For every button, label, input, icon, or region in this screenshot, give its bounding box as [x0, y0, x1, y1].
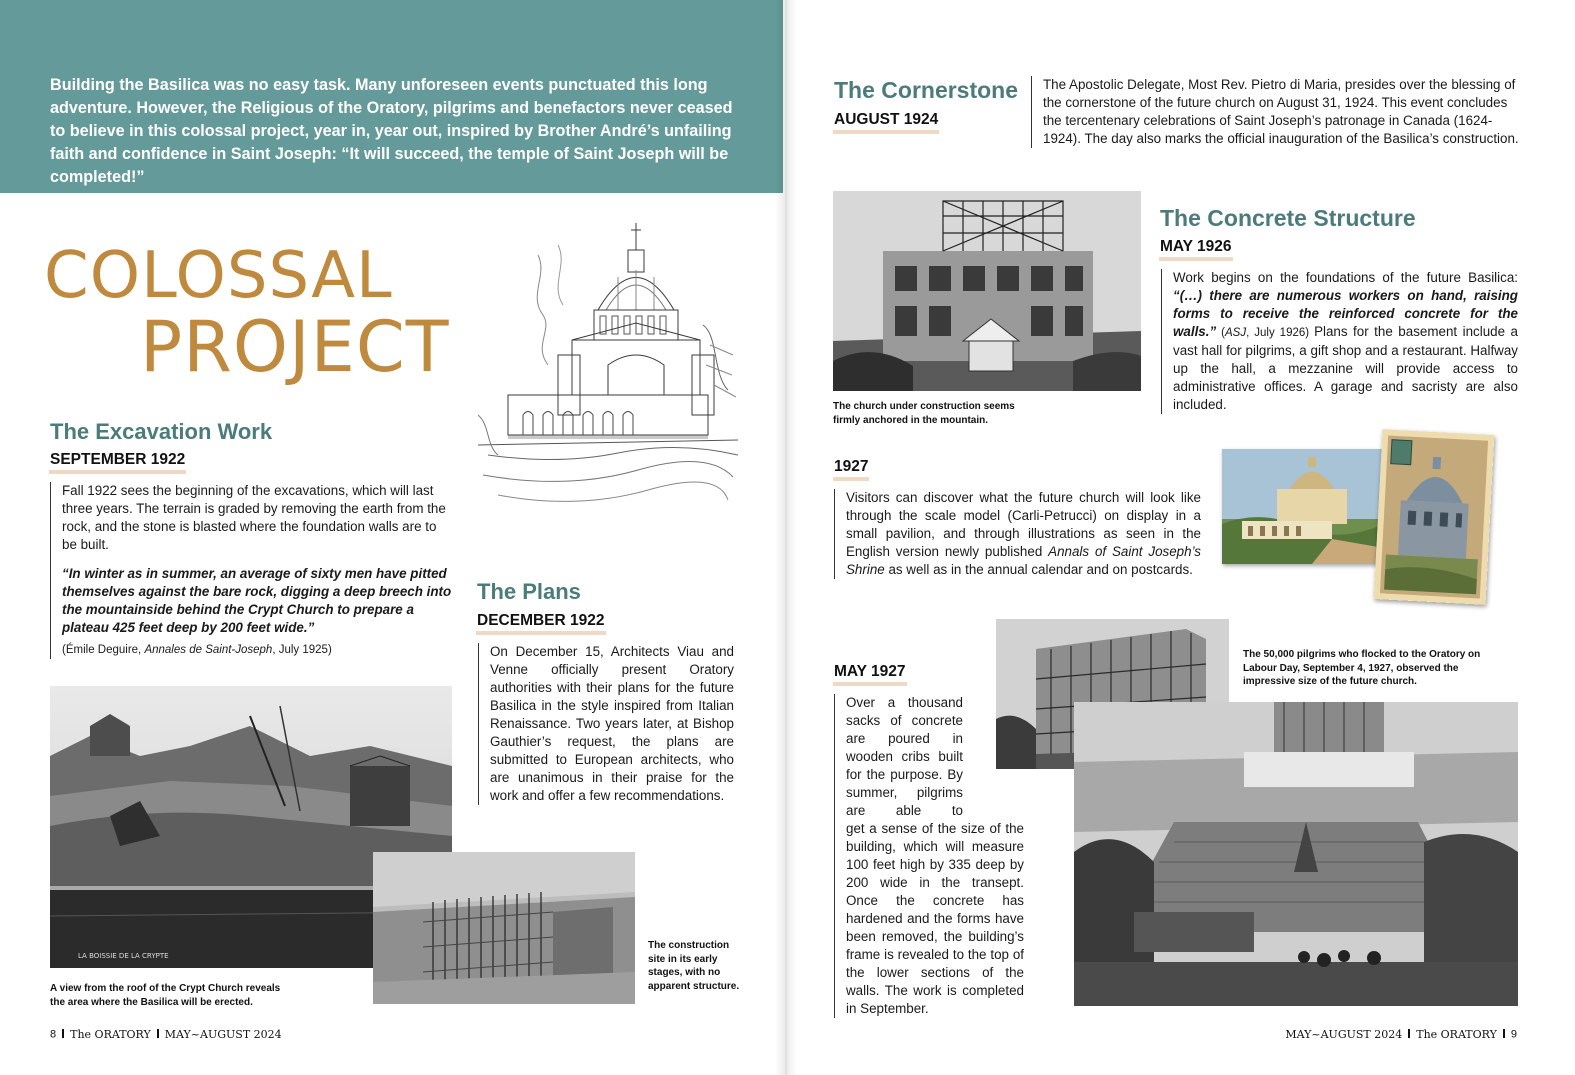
cornerstone-date: AUGUST 1924: [833, 111, 939, 134]
source-prefix: (Émile Deguire,: [62, 644, 145, 656]
y1927-body-end: as well as in the annual calendar and on postcards.: [884, 562, 1193, 577]
y1927-body-start: Visitors can discover what the future church will look like through the scale model (Carli-Petrucci) on display in a small pavilion, and through illustrations as seen in the English version newly published: [846, 490, 1201, 559]
right-page: [785, 0, 1575, 1075]
plans-heading: The Plans: [477, 579, 581, 604]
plans-body: On December 15, Architects Viau and Venne officially present Oratory authorities with their plans for the future Basilica in the style inspired from Italian Renaissance. Two years later, at Bishop Gauthier’s request, the plans are submitted to European architects, who are unanimous in their praise for the work and offer a few recommendations.: [478, 643, 734, 805]
footer-page-number-right: 9: [1510, 1028, 1517, 1041]
excavation-source: [62, 641, 454, 659]
source-title: Annales de Saint-Joseph: [144, 644, 273, 656]
concrete-ref-title: ASJ: [1224, 327, 1247, 339]
may1927-body-narrow: Over a thousand sacks of concrete are poured in wooden cribs built for the purpose. By summer, pilgrims are able to: [846, 695, 963, 818]
excavation-text: Fall 1922 sees the beginning of the excavations, which will last three years. The terrain is graded by removing the earth from the rock, and the stone is blasted where the foundation walls are to be built.: [62, 483, 446, 552]
pilgrims-caption: The 50,000 pilgrims who flocked to the Oratory on Labour Day, September 4, 1927, observed the impressive size of the future church.: [1243, 649, 1481, 687]
church-construction-photo: [833, 191, 1141, 391]
cornerstone-heading: The Cornerstone: [834, 77, 1019, 103]
concrete-body: [1161, 269, 1518, 414]
labour-day-pilgrims-photo: [1074, 702, 1518, 1006]
concrete-heading: The Concrete Structure: [1160, 205, 1416, 231]
early-site-caption: The construction site in its early stages, with no apparent structure.: [648, 940, 740, 992]
y1927-body-italic: Annals of Saint Joseph’s Shrine: [846, 544, 1201, 577]
postcard-basilica-color: [1222, 449, 1390, 564]
footer-left: [50, 1028, 282, 1041]
cornerstone-body: The Apostolic Delegate, Most Rev. Pietro di Maria, presides over the blessing of the cornerstone of the future church on August 31, 1924. This event concludes the tercentenary celebrations of Saint Joseph’s patronage in Canada (1624-1924). The day also marks the official inauguration of the Basilica’s construction.: [1031, 76, 1520, 148]
may1927-body-wide: get a sense of the size of the building, which will measure 100 feet high by 335 deep by 200 wide in the transept. Once the concrete has hardened and the forms have been removed, the building’s frame is revealed to the top of the lower sections of the walls. The work is completed in September.: [846, 821, 1024, 1016]
footer-issue-left: MAY~AUGUST 2024: [164, 1028, 282, 1041]
footer-page-number-left: 8: [50, 1028, 57, 1041]
footer-magazine-right: The ORATORY: [1416, 1028, 1497, 1041]
excavation-heading: The Excavation Work: [50, 419, 273, 444]
may1927-body: [834, 694, 1024, 1018]
footer-issue-right: MAY~AUGUST 2024: [1285, 1028, 1403, 1041]
intro-paragraph: Building the Basilica was no easy task. Many unforeseen events punctuated this long adventure. However, the Religious of the Oratory, pilgrims and benefactors never ceased to believe in this colossal project, year in, year out, inspired by Brother André’s unfailing faith and confidence in Saint Joseph: “It will succeed, the temple of Saint Joseph will be completed!”: [50, 76, 733, 186]
basilica-sketch-illustration: [478, 215, 740, 520]
early-site-photo: [373, 852, 635, 1004]
title-line-2: PROJECT: [140, 306, 450, 388]
excavation-body: [50, 482, 454, 659]
concrete-quote: “(…) there are numerous workers on hand, raising forms to receive the reinforced concrete for the walls.”: [1173, 288, 1518, 339]
plans-date: DECEMBER 1922: [476, 612, 606, 635]
source-suffix: , July 1925): [272, 644, 332, 656]
postcard-basilica-stamp: [1374, 429, 1495, 605]
left-page: [0, 0, 785, 1075]
footer-magazine-left: The ORATORY: [70, 1028, 151, 1041]
concrete-body-intro: Work begins on the foundations of the future Basilica:: [1173, 270, 1518, 285]
excavation-quote: “In winter as in summer, an average of sixty men have pitted themselves against the bare rock, digging a deep breech into the mountainside behind the Crypt Church to prepare a plateau 425 feet deep by 200 feet wide.”: [62, 566, 452, 635]
concrete-ref-prefix: (: [1216, 327, 1225, 339]
concrete-body-rest: Plans for the basement include a vast hall for pilgrims, a gift shop and a restaurant. Halfway up the hall, a mezzanine will provide access to administrative offices. A garage and sacristy are also included.: [1173, 324, 1518, 412]
title-line-1: COLOSSAL: [44, 239, 393, 313]
excavation-date: SEPTEMBER 1922: [49, 451, 186, 474]
concrete-date: MAY 1926: [1159, 238, 1233, 261]
footer-right: [1285, 1028, 1517, 1041]
anchored-caption: The church under construction seems firmly anchored in the mountain.: [833, 401, 1015, 426]
may1927-date: MAY 1927: [833, 663, 907, 686]
y1927-body: [834, 489, 1201, 579]
concrete-ref-suffix: , July 1926): [1246, 327, 1315, 339]
y1927-date: 1927: [833, 458, 869, 481]
crypt-view-caption: A view from the roof of the Crypt Church reveals the area where the Basilica will be erected.: [50, 983, 281, 1008]
photo-inscription: LA BOISSIE DE LA CRYPTE: [78, 952, 169, 960]
